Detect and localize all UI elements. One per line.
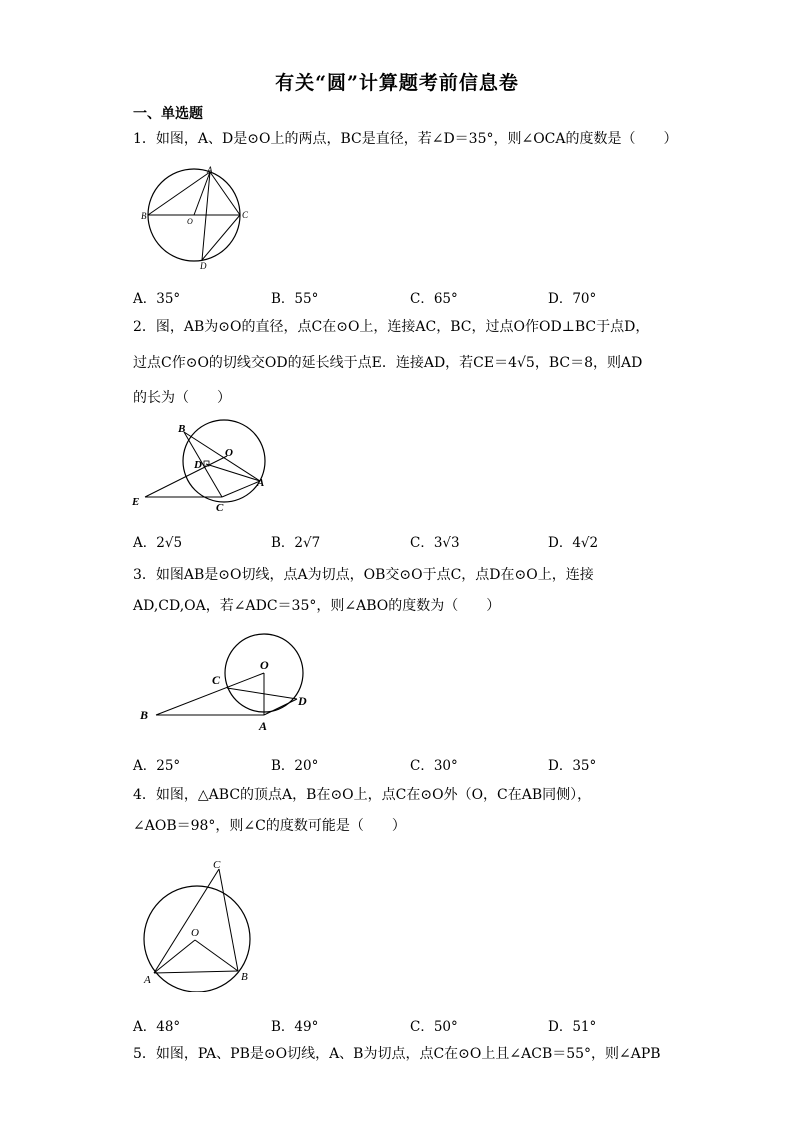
- label-b: B: [241, 971, 248, 983]
- label-c: C: [213, 859, 221, 871]
- question-1-figure: [140, 162, 255, 272]
- q4-option-c: C．50°: [410, 1019, 458, 1035]
- q3-option-b: B．20°: [271, 758, 319, 774]
- q2-option-c: C．3√3: [410, 535, 460, 551]
- question-5-text: 5．如图，PA、PB是⊙O切线，A、B为切点，点C在⊙O上且∠ACB＝55°，则∠APB: [133, 1046, 661, 1062]
- label-d: D: [200, 261, 207, 271]
- label-a: A: [207, 165, 213, 175]
- label-b: B: [141, 211, 147, 221]
- question-2-figure: [128, 418, 273, 516]
- question-2-line-3: 的长为（ ）: [133, 390, 231, 406]
- section-heading: 一、单选题: [133, 106, 203, 122]
- label-o: O: [260, 658, 269, 672]
- label-o: O: [187, 217, 193, 226]
- question-3-figure: [134, 633, 314, 737]
- label-c: C: [216, 502, 224, 514]
- question-2-line-2: 过点C作⊙O的切线交OD的延长线于点E．连接AD，若CE＝4√5，BC＝8，则AD: [133, 355, 643, 371]
- label-a: A: [257, 477, 265, 489]
- q3-option-d: D．35°: [548, 758, 597, 774]
- q2-option-d: D．4√2: [548, 535, 599, 551]
- q4-option-b: B．49°: [271, 1019, 319, 1035]
- q1-option-a: A．35°: [133, 291, 181, 307]
- label-o: O: [191, 927, 199, 939]
- q2-option-a: A．2√5: [133, 535, 183, 551]
- label-c: C: [212, 673, 221, 687]
- label-a: A: [259, 719, 268, 733]
- q1-option-c: C．65°: [410, 291, 458, 307]
- circle-shape: [144, 886, 250, 992]
- question-4-line-1: 4．如图，△ABC的顶点A，B在⊙O上，点C在⊙O外（O，C在AB同侧），: [133, 787, 592, 803]
- q2-option-b: B．2√7: [271, 535, 321, 551]
- label-d: D: [298, 694, 307, 708]
- question-2-line-1: 2．图，AB为⊙O的直径，点C在⊙O上，连接AC，BC，过点O作OD⊥BC于点D，: [133, 319, 650, 335]
- label-b: B: [140, 708, 149, 722]
- q1-option-d: D．70°: [548, 291, 597, 307]
- q1-option-b: B．55°: [271, 291, 319, 307]
- q3-option-a: A．25°: [133, 758, 181, 774]
- question-3-line-2: AD,CD,OA，若∠ADC＝35°，则∠ABO的度数为（ ）: [133, 598, 501, 614]
- label-o: O: [225, 447, 233, 459]
- label-b: B: [178, 423, 186, 435]
- question-4-line-2: ∠AOB＝98°，则∠C的度数可能是（ ）: [133, 818, 406, 834]
- label-c: C: [242, 210, 249, 220]
- question-3-line-1: 3．如图AB是⊙O切线，点A为切点，OB交⊙O于点C，点D在⊙O上，连接: [133, 567, 594, 583]
- question-1-text: 1．如图，A、D是⊙O上的两点，BC是直径，若∠D＝35°，则∠OCA的度数是（ ）: [133, 131, 678, 147]
- q4-option-a: A．48°: [133, 1019, 181, 1035]
- page-title: 有关“圆”计算题考前信息卷: [275, 72, 519, 94]
- q4-option-d: D．51°: [548, 1019, 597, 1035]
- label-a: A: [144, 974, 151, 986]
- q3-option-c: C．30°: [410, 758, 458, 774]
- label-e: E: [132, 496, 140, 508]
- label-d: D: [194, 459, 202, 471]
- question-4-figure: [135, 852, 260, 992]
